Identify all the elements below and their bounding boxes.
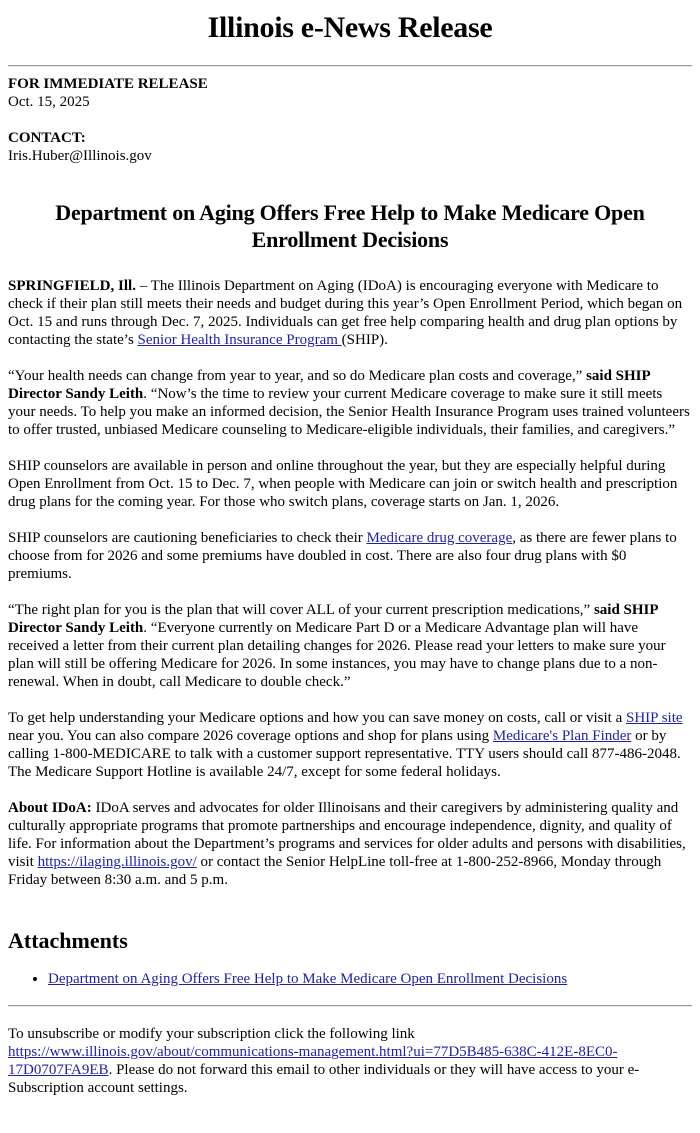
unsubscribe-notice bbox=[8, 1025, 692, 1097]
footer-text: To unsubscribe or modify your subscription click the following link bbox=[8, 1026, 415, 1042]
contact-label: CONTACT: bbox=[8, 130, 86, 146]
paragraph-text: , as there are fewer plans to choose from for 2026 and some premiums have doubled in cost. There are also four drug plans with $0 premiums. bbox=[8, 530, 677, 582]
paragraph-intro bbox=[8, 277, 692, 349]
quote-attribution: said SHIP Director Sandy Leith bbox=[8, 368, 650, 402]
paragraph-text: SHIP counselors are cautioning beneficiaries to check their bbox=[8, 530, 367, 546]
dateline: SPRINGFIELD, Ill. bbox=[8, 278, 136, 294]
email-body bbox=[0, 10, 700, 1097]
plan-finder-link[interactable]: Medicare's Plan Finder bbox=[492, 728, 632, 744]
paragraph-text: “The right plan for you is the plan that will cover ALL of your current prescription medications,” bbox=[8, 602, 594, 618]
about-label: About IDoA: bbox=[8, 800, 92, 816]
paragraph-text: – The Illinois Department on Aging (IDoA) is encouraging everyone with Medicare to check if their plan still meets their needs and budget during this year’s Open Enrollment Period, which began on Oct. 15 and runs through Dec. 7, 2025. Individuals can get free help comparing health and drug plan options by contacting the state’s bbox=[8, 278, 683, 348]
quote-attribution: said SHIP Director Sandy Leith bbox=[8, 602, 658, 636]
footer-text: . Please do not forward this email to other individuals or they will have access to your e-Subscription account settings. bbox=[8, 1062, 640, 1096]
attachment-item bbox=[48, 970, 692, 988]
unsubscribe-link[interactable]: https://www.illinois.gov/about/communications-management.html?ui=77D5B485-638C-412E-8EC0-17D0707FA9EB bbox=[8, 1044, 618, 1078]
contact-block bbox=[8, 129, 692, 165]
paragraph-text: “Your health needs can change from year to year, and so do Medicare plan costs and coverage,” bbox=[8, 368, 587, 384]
contact-email: Iris.Huber@Illinois.gov bbox=[8, 148, 152, 164]
header-divider bbox=[8, 65, 692, 67]
paragraph-get-help bbox=[8, 709, 692, 781]
release-date: Oct. 15, 2025 bbox=[8, 94, 90, 110]
paragraph-text: To get help understanding your Medicare options and how you can save money on costs, call or visit a bbox=[8, 710, 626, 726]
paragraph-about bbox=[8, 799, 692, 889]
ilaging-website-link[interactable]: https://ilaging.illinois.gov/ bbox=[37, 854, 197, 870]
attachments-list bbox=[8, 970, 692, 988]
release-meta bbox=[8, 75, 692, 165]
article-headline: Department on Aging Offers Free Help to Make Medicare Open Enrollment Decisions bbox=[55, 200, 645, 252]
medicare-drug-coverage-link[interactable]: Medicare drug coverage bbox=[366, 530, 513, 546]
paragraph-quote-2 bbox=[8, 601, 692, 691]
attachment-link[interactable]: Department on Aging Offers Free Help to Make Medicare Open Enrollment Decisions bbox=[48, 971, 568, 987]
paragraph-text: . “Everyone currently on Medicare Part D or a Medicare Advantage plan will have received a letter from their current plan detailing changes for 2026. Please read your letters to make sure your plan will still be offering Medicare for 2026. In some instances, you may have to change plans due to a non-renewal. When in doubt, call Medicare to double check.” bbox=[8, 620, 666, 690]
paragraph-text: IDoA serves and advocates for older Illinoisans and their caregivers by administering quality and culturally appropriate programs that promote partnerships and encourage independence, dignity, and quality of life. For information about the Department’s programs and services for older adults and persons with disabilities, visit bbox=[8, 800, 686, 870]
ship-program-link[interactable]: Senior Health Insurance Program bbox=[137, 332, 342, 348]
attachments-heading: Attachments bbox=[8, 928, 128, 953]
footer-divider bbox=[8, 1005, 692, 1007]
paragraph-text: (SHIP). bbox=[341, 332, 388, 348]
paragraph-drug-coverage bbox=[8, 529, 692, 583]
masthead-title: Illinois e-News Release bbox=[207, 11, 493, 44]
paragraph-text: . “Now’s the time to review your current Medicare coverage to make sure it still meets your needs. To help you make an informed decision, the Senior Health Insurance Program uses trained volunteers to offer trusted, unbiased Medicare counseling to Medicare-eligible individuals, their families, and caregivers.” bbox=[8, 386, 690, 438]
release-label: FOR IMMEDIATE RELEASE bbox=[8, 76, 208, 92]
footer bbox=[8, 1025, 692, 1097]
release-block bbox=[8, 75, 692, 111]
paragraph-quote-1 bbox=[8, 367, 692, 439]
paragraph-text: or contact the Senior HelpLine toll-free at 1-800-252-8966, Monday through Friday between 8:30 a.m. and 5 p.m. bbox=[8, 854, 662, 888]
paragraph-text: or by calling 1-800-MEDICARE to talk with a customer support representative. TTY users should call 877-486-2048. The Medicare Support Hotline is available 24/7, except for some federal holidays. bbox=[8, 728, 681, 780]
paragraph-counselors: SHIP counselors are available in person and online throughout the year, but they are especially helpful during Open Enrollment from Oct. 15 to Dec. 7, when people with Medicare can join or switch health and prescription drug plans for the coming year. For those who switch plans, coverage starts on Jan. 1, 2026. bbox=[8, 458, 678, 510]
paragraph-text: near you. You can also compare 2026 coverage options and shop for plans using bbox=[8, 728, 493, 744]
ship-site-link[interactable]: SHIP site bbox=[625, 710, 683, 726]
